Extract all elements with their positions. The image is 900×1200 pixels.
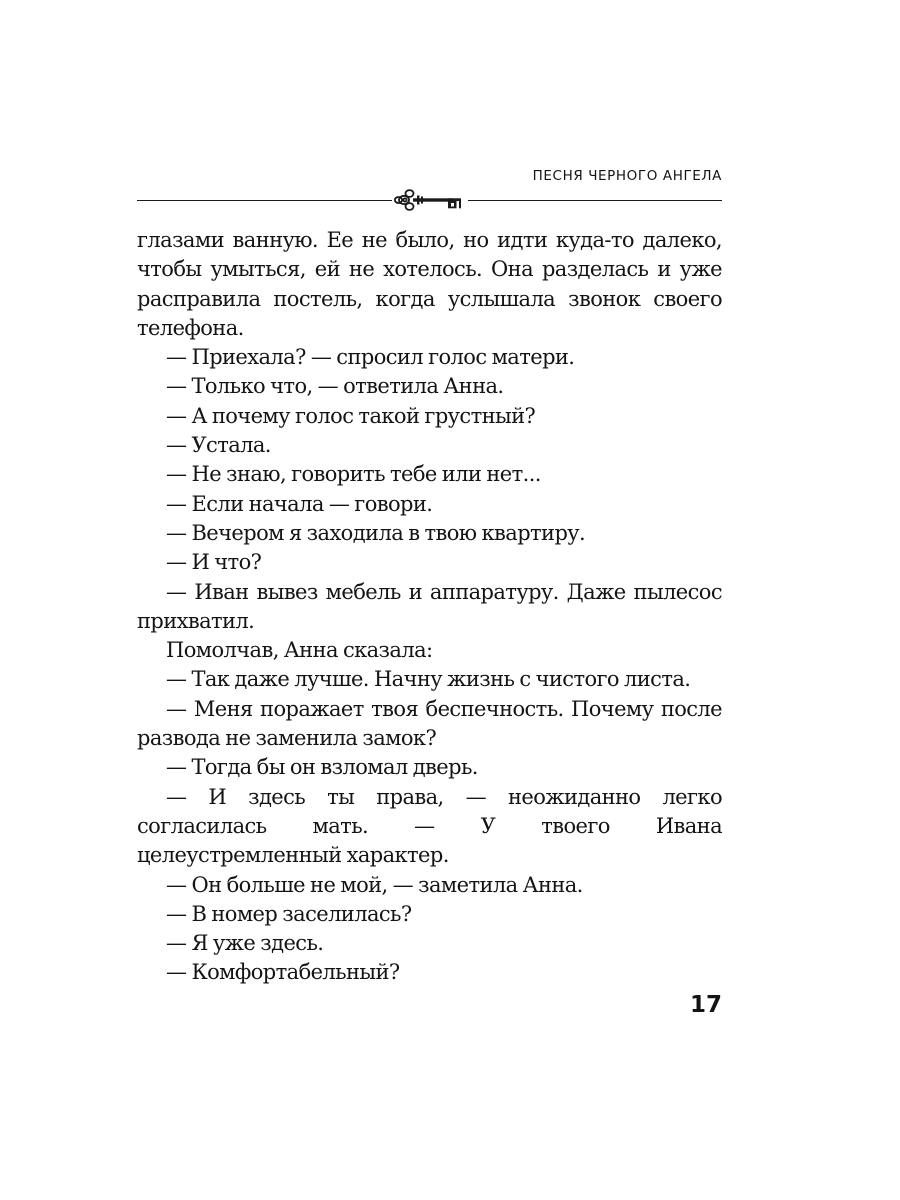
paragraph: Помолчав, Анна сказала: <box>166 638 433 663</box>
running-head: ПЕСНЯ ЧЕРНОГО АНГЕЛА <box>532 168 722 184</box>
paragraph: — А почему голос такой грустный? <box>166 403 536 428</box>
paragraph: глазами ванную. Ее не было, но идти куда-то далеко, чтобы умыться, ей не хотелось. Она разделась и уже расправила постель, когда услышала звонок своего телефона. <box>137 228 722 340</box>
paragraph: — В номер заселилась? <box>166 901 412 926</box>
paragraph: — Меня поражает твоя беспечность. Почему после развода не заменила замок? <box>137 696 722 751</box>
paragraph: — Иван вывез мебель и аппаратуру. Даже пылесос прихватил. <box>137 579 722 633</box>
body-text <box>137 226 722 988</box>
paragraph: — Так даже лучше. Начну жизнь с чистого листа. <box>166 667 691 692</box>
key-icon <box>392 185 468 215</box>
paragraph: — И здесь ты права, — неожиданно легко согласилась мать. — У твоего Ивана целеустремленный характер. <box>137 784 722 868</box>
paragraph: — Приехала? — спросил голос матери. <box>166 345 575 370</box>
paragraph: — И что? <box>166 550 262 575</box>
paragraph: — Он больше не мой, — заметила Анна. <box>166 872 583 897</box>
paragraph: — Я уже здесь. <box>166 931 324 956</box>
paragraph: — Комфортабельный? <box>166 960 400 985</box>
paragraph: — Не знаю, говорить тебе или нет... <box>166 462 541 487</box>
paragraph: — Только что, — ответила Анна. <box>166 374 504 399</box>
paragraph: — Если начала — говори. <box>166 491 433 516</box>
paragraph: — Тогда бы он взломал дверь. <box>166 755 478 780</box>
paragraph: — Устала. <box>166 433 271 458</box>
paragraph: — Вечером я заходила в твою квартиру. <box>166 520 586 545</box>
page-number: 17 <box>689 992 722 1018</box>
